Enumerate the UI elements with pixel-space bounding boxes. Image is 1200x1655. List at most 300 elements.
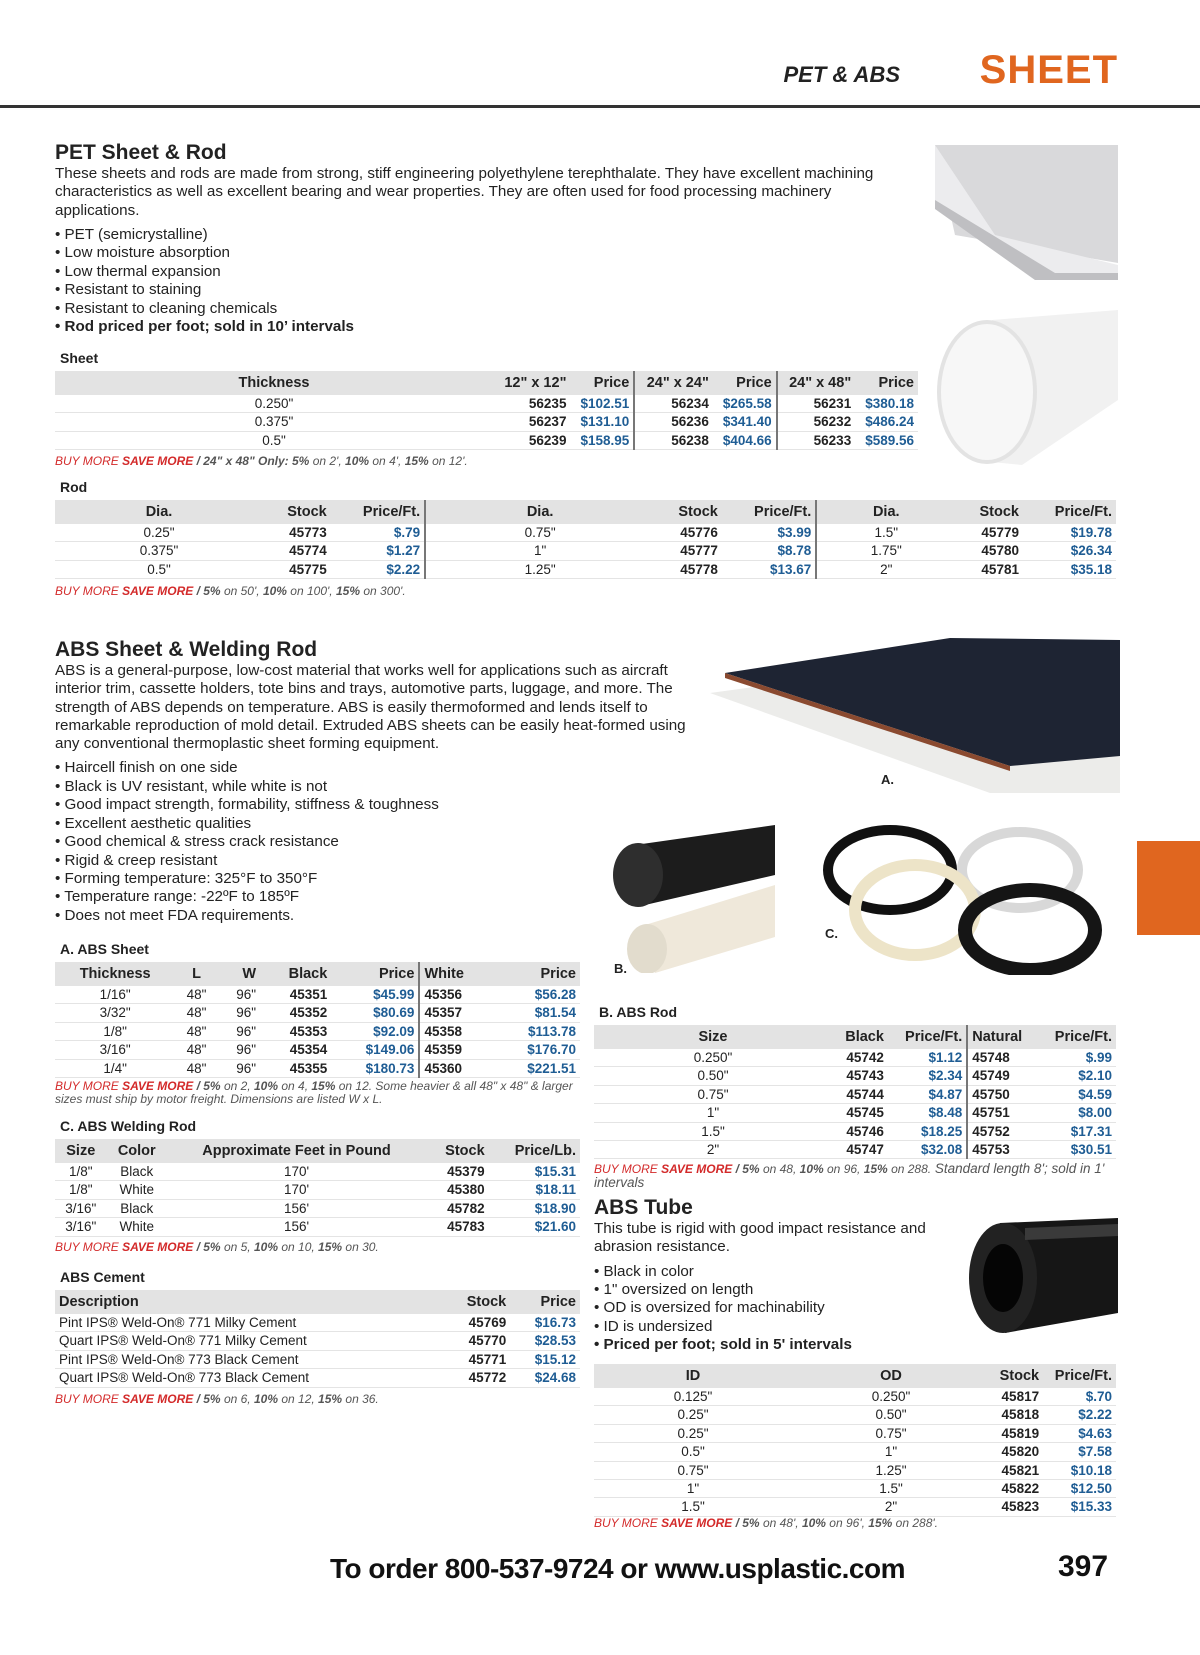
table-cell: 45380 xyxy=(426,1181,489,1199)
table-cell: 45778 xyxy=(654,560,722,578)
table-row xyxy=(55,1369,580,1387)
abs-cement-table xyxy=(55,1290,580,1388)
table-row xyxy=(594,1406,1116,1424)
abs-description: ABS is a general-purpose, low-cost material that works well for applications such as aircraft interior trim, cassette holders, tote bins and trays, automotive parts, luggage, and more. The strength of ABS depends on temperature. ABS is easily thermoformed and lends itself to remarkable reproduction of mold detail. Extruded ABS sheets can be easily heat-formed using any conventional thermoplastic sheet forming equipment. xyxy=(55,662,686,753)
table-cell: 96" xyxy=(218,1059,260,1077)
table-cell: 56235 xyxy=(493,395,570,413)
list-item: • Resistant to staining xyxy=(55,281,895,299)
table-cell: $8.00 xyxy=(1038,1104,1116,1122)
table-cell: 96" xyxy=(218,1041,260,1059)
table-cell: $.99 xyxy=(1038,1049,1116,1067)
table-cell: 45770 xyxy=(443,1332,510,1350)
table-row xyxy=(55,1332,580,1350)
table-cell: 45747 xyxy=(832,1141,888,1159)
table-row xyxy=(55,413,918,431)
table-cell: 45823 xyxy=(990,1498,1043,1516)
table-cell: 45821 xyxy=(990,1461,1043,1479)
table-cell: 56237 xyxy=(493,413,570,431)
table-cell: 45743 xyxy=(832,1067,888,1085)
image-label-c: C. xyxy=(825,926,838,941)
table-row xyxy=(594,1085,1116,1103)
column-header: Size xyxy=(594,1025,832,1049)
tube-section xyxy=(594,1196,934,1355)
table-cell: 45783 xyxy=(426,1218,489,1236)
table-cell: $19.78 xyxy=(1023,524,1116,542)
abs-welding-rod-label: C. ABS Welding Rod xyxy=(60,1118,197,1134)
table-row xyxy=(55,1022,580,1040)
table-cell: 170' xyxy=(167,1163,426,1181)
list-item: • Does not meet FDA requirements. xyxy=(55,907,705,925)
table-cell: $35.18 xyxy=(1023,560,1116,578)
table-cell: 1" xyxy=(594,1480,792,1498)
table-cell: $4.59 xyxy=(1038,1085,1116,1103)
abs-tube-image xyxy=(965,1218,1118,1336)
table-row xyxy=(594,1049,1116,1067)
table-cell: 0.250" xyxy=(594,1049,832,1067)
table-cell: 56233 xyxy=(777,431,856,449)
table-cell: $15.31 xyxy=(489,1163,580,1181)
column-header: Approximate Feet in Pound xyxy=(167,1139,426,1163)
table-cell: $2.22 xyxy=(331,560,425,578)
table-cell: 45357 xyxy=(419,1004,493,1022)
table-cell: $18.90 xyxy=(489,1199,580,1217)
column-header: 24" x 48" xyxy=(777,371,856,395)
table-cell: $180.73 xyxy=(331,1059,419,1077)
table-cell: 0.5" xyxy=(594,1443,792,1461)
table-cell: $589.56 xyxy=(855,431,918,449)
list-item: • 1" oversized on length xyxy=(594,1281,934,1299)
table-cell: 1.5" xyxy=(816,524,955,542)
column-header: 12" x 12" xyxy=(493,371,570,395)
table-cell: 45777 xyxy=(654,542,722,560)
table-cell: 45818 xyxy=(990,1406,1043,1424)
table-row xyxy=(55,1314,580,1332)
abs-sheet-image xyxy=(710,638,1120,798)
table-cell: 1/8" xyxy=(55,1181,107,1199)
column-header: Natural xyxy=(967,1025,1038,1049)
column-header: Price/Ft. xyxy=(888,1025,967,1049)
table-cell: 45744 xyxy=(832,1085,888,1103)
table-cell: $2.22 xyxy=(1043,1406,1116,1424)
table-row xyxy=(55,1218,580,1236)
pet-rod-label: Rod xyxy=(60,479,88,495)
table-cell: 45351 xyxy=(260,986,331,1004)
pet-sheet-buy-more: BUY MORE SAVE MORE / 24" x 48" Only: 5% on 2', 10% on 4', 15% on 12'. xyxy=(55,454,468,468)
table-cell: 3/32" xyxy=(55,1004,175,1022)
abs-sheet-table xyxy=(55,962,580,1078)
table-row xyxy=(594,1498,1116,1516)
column-header: Price/Ft. xyxy=(1023,500,1116,524)
column-header: Price xyxy=(510,1290,580,1314)
table-cell: 2" xyxy=(594,1141,832,1159)
table-cell: 45782 xyxy=(426,1199,489,1217)
table-cell: $2.10 xyxy=(1038,1067,1116,1085)
column-header: Black xyxy=(260,962,331,986)
column-header: Dia. xyxy=(425,500,654,524)
pet-sheet-table xyxy=(55,371,918,450)
table-cell: Pint IPS® Weld-On® 771 Milky Cement xyxy=(55,1314,443,1332)
table-row xyxy=(594,1480,1116,1498)
table-cell: 45772 xyxy=(443,1369,510,1387)
column-header: Price xyxy=(713,371,777,395)
table-cell: 2" xyxy=(792,1498,990,1516)
table-row xyxy=(55,395,918,413)
abs-rod-table xyxy=(594,1025,1116,1159)
table-cell: 0.25" xyxy=(594,1424,792,1442)
table-cell: 45822 xyxy=(990,1480,1043,1498)
column-header: Dia. xyxy=(55,500,263,524)
table-cell: $12.50 xyxy=(1043,1480,1116,1498)
list-item: • Black in color xyxy=(594,1263,934,1281)
table-cell: Pint IPS® Weld-On® 773 Black Cement xyxy=(55,1350,443,1368)
table-row xyxy=(594,1122,1116,1140)
table-cell: 45776 xyxy=(654,524,722,542)
table-cell: 170' xyxy=(167,1181,426,1199)
table-cell: 56238 xyxy=(634,431,713,449)
list-item: • ID is undersized xyxy=(594,1318,934,1336)
table-row xyxy=(55,1181,580,1199)
table-row xyxy=(55,1059,580,1077)
pet-rod-image xyxy=(932,310,1118,470)
tube-bullets xyxy=(594,1263,934,1355)
table-cell: $265.58 xyxy=(713,395,777,413)
table-row xyxy=(55,986,580,1004)
table-cell: $18.25 xyxy=(888,1122,967,1140)
table-cell: 1.75" xyxy=(816,542,955,560)
column-header: OD xyxy=(792,1364,990,1388)
table-cell: 45775 xyxy=(263,560,331,578)
column-header: Size xyxy=(55,1139,107,1163)
column-header: Stock xyxy=(654,500,722,524)
table-cell: 2" xyxy=(816,560,955,578)
table-cell: Quart IPS® Weld-On® 771 Milky Cement xyxy=(55,1332,443,1350)
table-cell: 45749 xyxy=(967,1067,1038,1085)
table-cell: 45817 xyxy=(990,1388,1043,1406)
table-cell: $.79 xyxy=(331,524,425,542)
pet-sheet-image xyxy=(935,145,1118,280)
abs-cement-buy-more: BUY MORE SAVE MORE / 5% on 6, 10% on 12, 15% on 36. xyxy=(55,1392,379,1406)
column-header: Price/Ft. xyxy=(1038,1025,1116,1049)
table-cell: 1.5" xyxy=(594,1122,832,1140)
table-cell: 0.75" xyxy=(594,1461,792,1479)
table-cell: $3.99 xyxy=(722,524,816,542)
table-cell: 3/16" xyxy=(55,1041,175,1059)
abs-sheet-label: A. ABS Sheet xyxy=(60,941,149,957)
table-cell: 0.5" xyxy=(55,431,493,449)
table-cell: 45748 xyxy=(967,1049,1038,1067)
table-cell: 1.25" xyxy=(425,560,654,578)
table-cell: $92.09 xyxy=(331,1022,419,1040)
table-row xyxy=(55,1004,580,1022)
table-cell: $13.67 xyxy=(722,560,816,578)
table-cell: $404.66 xyxy=(713,431,777,449)
table-row xyxy=(594,1443,1116,1461)
table-cell: 45355 xyxy=(260,1059,331,1077)
abs-sheet-buy-more: BUY MORE SAVE MORE / 5% on 2, 10% on 4, 15% on 12. Some heavier & all 48" x 48" & larger sizes must ship by motor freight. Dimensions are listed W x L. xyxy=(55,1079,573,1106)
column-header: Thickness xyxy=(55,371,493,395)
table-cell: 1/8" xyxy=(55,1022,175,1040)
abs-rod-image xyxy=(605,825,780,973)
table-cell: Quart IPS® Weld-On® 773 Black Cement xyxy=(55,1369,443,1387)
column-header: Price xyxy=(493,962,580,986)
column-header: 24" x 24" xyxy=(634,371,713,395)
column-header: Price/Ft. xyxy=(1043,1364,1116,1388)
table-cell: $45.99 xyxy=(331,986,419,1004)
table-cell: $2.34 xyxy=(888,1067,967,1085)
table-cell: 48" xyxy=(175,1022,217,1040)
pet-rod-buy-more: BUY MORE SAVE MORE / 5% on 50', 10% on 100', 15% on 300'. xyxy=(55,584,406,598)
category-heading: PET & ABS xyxy=(783,62,900,87)
tube-buy-more: BUY MORE SAVE MORE / 5% on 48', 10% on 96', 15% on 288'. xyxy=(594,1516,938,1530)
table-cell: 0.50" xyxy=(594,1067,832,1085)
pet-section xyxy=(55,141,895,336)
column-header: Description xyxy=(55,1290,443,1314)
table-cell: $18.11 xyxy=(489,1181,580,1199)
column-header: W xyxy=(218,962,260,986)
column-header: Stock xyxy=(443,1290,510,1314)
table-cell: $102.51 xyxy=(570,395,634,413)
table-cell: 156' xyxy=(167,1199,426,1217)
list-item: • Low moisture absorption xyxy=(55,244,895,262)
list-item: • Good chemical & stress crack resistance xyxy=(55,833,705,851)
table-cell: 45359 xyxy=(419,1041,493,1059)
table-cell: 45745 xyxy=(832,1104,888,1122)
table-row xyxy=(55,1163,580,1181)
list-item: • OD is oversized for machinability xyxy=(594,1299,934,1317)
table-cell: 45751 xyxy=(967,1104,1038,1122)
column-header: ID xyxy=(594,1364,792,1388)
table-cell: 48" xyxy=(175,1041,217,1059)
table-cell: 0.25" xyxy=(594,1406,792,1424)
image-label-b: B. xyxy=(614,961,627,976)
table-cell: 45781 xyxy=(955,560,1023,578)
pet-rod-table xyxy=(55,500,1116,579)
table-row xyxy=(594,1388,1116,1406)
table-cell: 0.75" xyxy=(792,1424,990,1442)
table-cell: 48" xyxy=(175,1004,217,1022)
table-cell: 45356 xyxy=(419,986,493,1004)
table-cell: $486.24 xyxy=(855,413,918,431)
table-cell: 45779 xyxy=(955,524,1023,542)
table-cell: 45771 xyxy=(443,1350,510,1368)
header-divider xyxy=(0,105,1200,108)
table-row xyxy=(55,542,1116,560)
table-cell: $15.33 xyxy=(1043,1498,1116,1516)
column-header: Price/Lb. xyxy=(489,1139,580,1163)
table-cell: 45752 xyxy=(967,1122,1038,1140)
table-cell: 1" xyxy=(792,1443,990,1461)
table-cell: 45746 xyxy=(832,1122,888,1140)
table-cell: $81.54 xyxy=(493,1004,580,1022)
table-cell: 45360 xyxy=(419,1059,493,1077)
column-header: Price/Ft. xyxy=(722,500,816,524)
list-item: • Temperature range: -22ºF to 185ºF xyxy=(55,888,705,906)
image-label-a: A. xyxy=(881,772,894,787)
table-cell: 48" xyxy=(175,1059,217,1077)
table-cell: 1" xyxy=(594,1104,832,1122)
table-cell: 1.25" xyxy=(792,1461,990,1479)
abs-rod-label: B. ABS Rod xyxy=(599,1004,678,1020)
table-cell: $28.53 xyxy=(510,1332,580,1350)
table-cell: $56.28 xyxy=(493,986,580,1004)
column-header: Price/Ft. xyxy=(331,500,425,524)
section-tab-marker xyxy=(1137,841,1200,935)
column-header: White xyxy=(419,962,493,986)
table-cell: 1.5" xyxy=(594,1498,792,1516)
table-cell: 45352 xyxy=(260,1004,331,1022)
table-cell: 1/16" xyxy=(55,986,175,1004)
abs-welding-rod-buy-more: BUY MORE SAVE MORE / 5% on 5, 10% on 10, 15% on 30. xyxy=(55,1240,379,1254)
table-cell: 96" xyxy=(218,1022,260,1040)
abs-welding-rod-table xyxy=(55,1139,580,1237)
list-item: • Forming temperature: 325°F to 350°F xyxy=(55,870,705,888)
pet-bullets xyxy=(55,226,895,336)
table-row xyxy=(55,524,1116,542)
table-cell: $131.10 xyxy=(570,413,634,431)
page-number: 397 xyxy=(1058,1550,1109,1583)
table-row xyxy=(594,1461,1116,1479)
table-row xyxy=(55,1199,580,1217)
table-cell: 45358 xyxy=(419,1022,493,1040)
table-row xyxy=(594,1067,1116,1085)
table-cell: 0.50" xyxy=(792,1406,990,1424)
table-cell: White xyxy=(107,1181,167,1199)
tube-description: This tube is rigid with good impact resistance and abrasion resistance. xyxy=(594,1220,926,1256)
pet-description: These sheets and rods are made from strong, stiff engineering polyethylene terephthalate. They have excellent machining characteristics as well as excellent bearing and wear properties. They are often used for food processing machinery applications. xyxy=(55,165,874,219)
list-item: • Rigid & creep resistant xyxy=(55,852,705,870)
table-cell: 45820 xyxy=(990,1443,1043,1461)
order-info: To order 800-537-9724 or www.usplastic.com xyxy=(330,1553,905,1584)
table-cell: $15.12 xyxy=(510,1350,580,1368)
section-heading: SHEET xyxy=(979,48,1118,92)
column-header: Thickness xyxy=(55,962,175,986)
list-item: • Priced per foot; sold in 5' intervals xyxy=(594,1336,934,1354)
table-cell: $176.70 xyxy=(493,1041,580,1059)
table-cell: 45354 xyxy=(260,1041,331,1059)
table-cell: 3/16" xyxy=(55,1218,107,1236)
column-header: Price xyxy=(855,371,918,395)
abs-welding-rod-image xyxy=(820,825,1120,975)
table-cell: $341.40 xyxy=(713,413,777,431)
table-cell: $4.87 xyxy=(888,1085,967,1103)
table-cell: $1.27 xyxy=(331,542,425,560)
table-cell: 45379 xyxy=(426,1163,489,1181)
table-cell: 56231 xyxy=(777,395,856,413)
table-cell: 45774 xyxy=(263,542,331,560)
table-row xyxy=(55,431,918,449)
table-cell: $17.31 xyxy=(1038,1122,1116,1140)
table-cell: 1/8" xyxy=(55,1163,107,1181)
table-cell: 45753 xyxy=(967,1141,1038,1159)
table-row xyxy=(55,1350,580,1368)
table-cell: 0.5" xyxy=(55,560,263,578)
table-cell: $1.12 xyxy=(888,1049,967,1067)
table-cell: $380.18 xyxy=(855,395,918,413)
table-cell: White xyxy=(107,1218,167,1236)
table-cell: 45773 xyxy=(263,524,331,542)
table-cell: $24.68 xyxy=(510,1369,580,1387)
table-cell: $158.95 xyxy=(570,431,634,449)
pet-sheet-label: Sheet xyxy=(60,350,99,366)
abs-rod-buy-more: BUY MORE SAVE MORE / 5% on 48, 10% on 96, 15% on 288. Standard length 8'; sold in 1' intervals xyxy=(594,1161,1105,1190)
table-cell: 1.5" xyxy=(792,1480,990,1498)
table-cell: 45780 xyxy=(955,542,1023,560)
table-cell: $149.06 xyxy=(331,1041,419,1059)
table-cell: $113.78 xyxy=(493,1022,580,1040)
table-cell: 96" xyxy=(218,1004,260,1022)
list-item: • Rod priced per foot; sold in 10’ intervals xyxy=(55,318,895,336)
table-cell: 0.25" xyxy=(55,524,263,542)
table-row xyxy=(594,1424,1116,1442)
table-cell: $26.34 xyxy=(1023,542,1116,560)
table-cell: 45742 xyxy=(832,1049,888,1067)
column-header: Color xyxy=(107,1139,167,1163)
table-cell: $4.63 xyxy=(1043,1424,1116,1442)
table-row xyxy=(594,1141,1116,1159)
table-cell: 56234 xyxy=(634,395,713,413)
table-cell: Black xyxy=(107,1199,167,1217)
table-cell: 45750 xyxy=(967,1085,1038,1103)
table-cell: 1" xyxy=(425,542,654,560)
abs-title: ABS Sheet & Welding Rod xyxy=(55,638,318,661)
table-cell: $10.18 xyxy=(1043,1461,1116,1479)
column-header: Dia. xyxy=(816,500,955,524)
table-cell: $8.48 xyxy=(888,1104,967,1122)
list-item: • Black is UV resistant, while white is not xyxy=(55,778,705,796)
column-header: Stock xyxy=(990,1364,1043,1388)
table-cell: 0.250" xyxy=(792,1388,990,1406)
table-cell: $32.08 xyxy=(888,1141,967,1159)
column-header: Stock xyxy=(955,500,1023,524)
table-cell: 56239 xyxy=(493,431,570,449)
table-cell: $221.51 xyxy=(493,1059,580,1077)
column-header: Stock xyxy=(263,500,331,524)
pet-title: PET Sheet & Rod xyxy=(55,141,227,164)
table-cell: Black xyxy=(107,1163,167,1181)
column-header: Stock xyxy=(426,1139,489,1163)
list-item: • Haircell finish on one side xyxy=(55,759,705,777)
table-cell: $8.78 xyxy=(722,542,816,560)
table-cell: 156' xyxy=(167,1218,426,1236)
table-cell: 0.375" xyxy=(55,413,493,431)
table-cell: 56232 xyxy=(777,413,856,431)
table-cell: 0.75" xyxy=(594,1085,832,1103)
table-cell: 45353 xyxy=(260,1022,331,1040)
table-cell: 3/16" xyxy=(55,1199,107,1217)
table-cell: $30.51 xyxy=(1038,1141,1116,1159)
table-cell: 45769 xyxy=(443,1314,510,1332)
table-cell: 48" xyxy=(175,986,217,1004)
table-row xyxy=(55,560,1116,578)
table-cell: $16.73 xyxy=(510,1314,580,1332)
table-cell: 96" xyxy=(218,986,260,1004)
table-cell: 56236 xyxy=(634,413,713,431)
column-header: Black xyxy=(832,1025,888,1049)
table-cell: 0.125" xyxy=(594,1388,792,1406)
column-header: Price xyxy=(570,371,634,395)
table-cell: $.70 xyxy=(1043,1388,1116,1406)
table-cell: 1/4" xyxy=(55,1059,175,1077)
abs-cement-label: ABS Cement xyxy=(60,1269,145,1285)
table-cell: 0.250" xyxy=(55,395,493,413)
table-row xyxy=(55,1041,580,1059)
list-item: • PET (semicrystalline) xyxy=(55,226,895,244)
list-item: • Excellent aesthetic qualities xyxy=(55,815,705,833)
table-cell: 0.75" xyxy=(425,524,654,542)
table-cell: 0.375" xyxy=(55,542,263,560)
column-header: L xyxy=(175,962,217,986)
tube-table xyxy=(594,1364,1116,1517)
